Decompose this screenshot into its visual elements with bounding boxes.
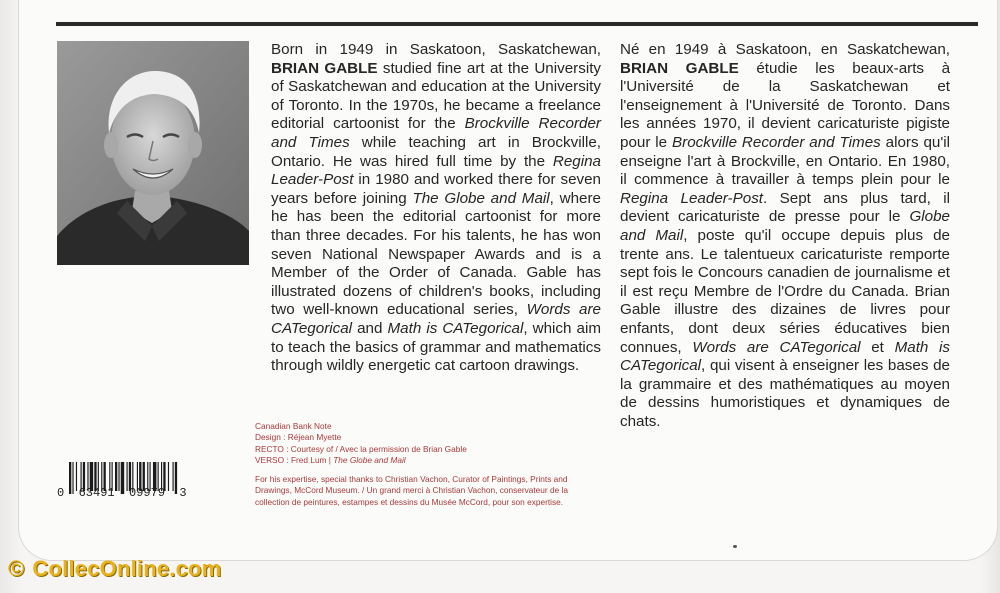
top-rule — [56, 22, 978, 26]
copyright-icon: © — [8, 556, 25, 581]
artist-name: BRIAN GABLE — [271, 59, 378, 77]
production-credits — [255, 421, 600, 508]
recto-credit: RECTO : Courtesy of / Avec la permission de Brian Gable — [255, 443, 467, 454]
paper-speck — [733, 545, 737, 548]
barcode-digits: 0 63491 09979 3 — [57, 486, 187, 500]
english-biography: Born in 1949 in Saskatoon, Saskatchewan, BRIAN GABLE studied fine art at the University of Saskatchewan and education at the University of Toronto. In the 1970s, he became a freelance editorial cartoonist for the Brockville Recorder and Times while teaching art in Brockville, Ontario. He was hired full time by the Regina Leader-Post in 1980 and worked there for seven years before joining The Globe and Mail, where he has been the editorial cartoonist for more than three decades. For his talents, he has won seven National Newspaper Awards and is a Member of the Order of Canada. Gable has illustrated dozens of children's books, including two well-known educational series, Words are CATegorical and Math is CATegorical, which aim to teach the basics of grammar and mathematics through wildly energetic cat cartoon drawings. — [271, 41, 602, 375]
watermark-text: CollecOnline.com — [32, 556, 222, 581]
design-credit: Design : Réjean Myette — [255, 432, 342, 443]
artist-name-fr: BRIAN GABLE — [620, 59, 739, 77]
french-biography: Né en 1949 à Saskatoon, en Saskatchewan, BRIAN GABLE étudie les beaux-arts à l'Université de la Saskatchewan et l'enseignement à l'Université de Toronto. Dans les années 1970, il devient caricaturiste pigiste pour le Brockville Recorder and Times alors qu'il enseigne l'art à Brockville, en Ontario. En 1980, il commence à travailler à temps plein pour le Regina Leader-Post. Sept ans plus tard, il devient caricaturiste de presse pour le Globe and Mail, poste qu'il occupe depuis plus de trente ans. Le talentueux caricaturiste remporte sept fois le Concours canadien de journalisme et il est reçu Membre de l'Ordre du Canada. Brian Gable illustre des dizaines de livres pour enfants, dont deux séries éducatives bien connues, Words are CATegorical et Math is CATegorical, qui visent à enseigner les bases de la grammaire et des mathématiques au moyen de dessins humoristiques et dynamiques de chats. — [620, 41, 951, 430]
thanks-credit: For his expertise, special thanks to Christian Vachon, Curator of Paintings, Prints and Drawings, McCord Museum. / Un grand merci à Christian Vachon, conservateur de la collection de peintures, estampes et dessins du Musée McCord, pour son expertise. — [255, 474, 568, 507]
watermark — [8, 556, 221, 582]
portrait-photo — [57, 41, 249, 265]
portrait-illustration — [57, 41, 249, 265]
verso-credit: VERSO : Fred Lum | The Globe and Mail — [255, 454, 406, 465]
printer-credit: Canadian Bank Note — [255, 421, 332, 431]
